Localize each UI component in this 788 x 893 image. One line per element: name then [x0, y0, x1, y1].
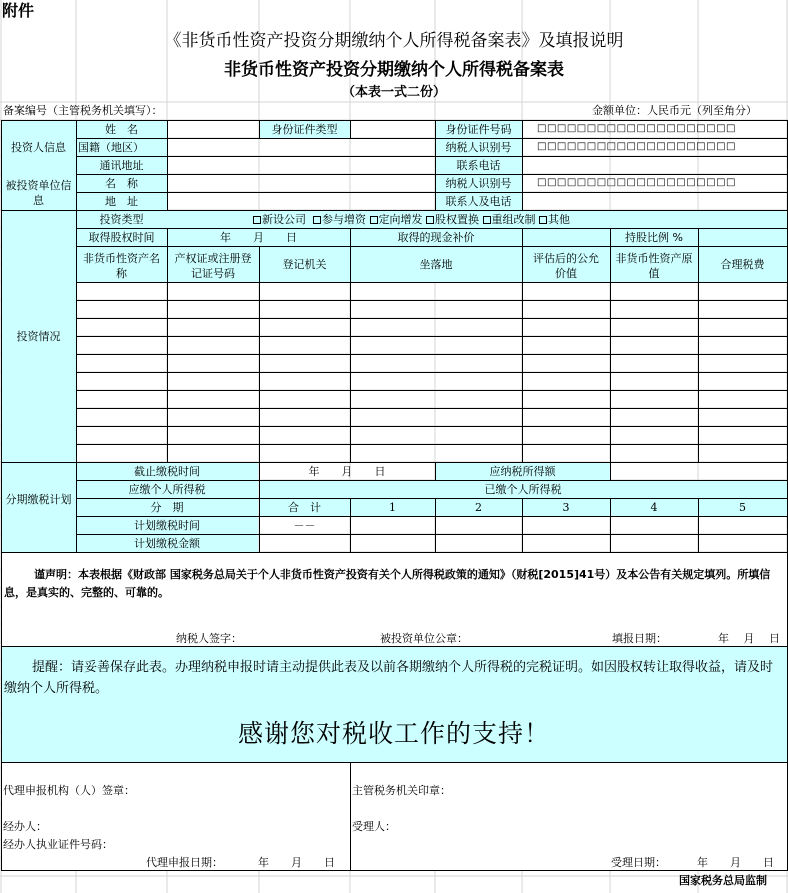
form-border-line: [76, 282, 788, 283]
form-border-line: [76, 498, 788, 499]
authority-date-label: 受理日期：: [611, 856, 666, 869]
checkbox-icon[interactable]: [313, 216, 321, 224]
attachment-label: 附件: [2, 1, 35, 20]
amount-unit: 金额单位：人民币元（列至角分）: [592, 104, 757, 117]
form-border-line: [76, 336, 788, 337]
form-border-line: [76, 354, 788, 355]
investor-tax-id-label: 纳税人识别号: [445, 141, 512, 154]
form-border-line: [1, 120, 2, 871]
form-border-line: [76, 138, 788, 139]
fill-date-value[interactable]: 年 月 日: [718, 632, 780, 645]
footer-sign-bg: [1, 762, 787, 870]
investor-tax-id-boxes[interactable]: □□□□□□□□□□□□□□□□□□□□: [537, 141, 736, 152]
form-border-line: [350, 498, 351, 553]
col-location: 坐落地: [419, 258, 453, 271]
form-border-line: [610, 462, 611, 481]
form-border-line: [350, 228, 351, 463]
checkbox-icon[interactable]: [253, 216, 261, 224]
investee-address-label: 地 址: [105, 195, 138, 208]
investee-name-label: 名 称: [105, 177, 138, 190]
agent-handler-label: 经办人：: [3, 820, 47, 833]
contact-label: 联系人及电话: [445, 195, 512, 208]
ratio-label: 持股比例 %: [625, 231, 683, 244]
taxable-income-label: 应纳税所得额: [489, 465, 556, 478]
agent-date-label: 代理申报日期：: [146, 856, 223, 869]
form-border-line: [1, 552, 788, 553]
col-asset-name: 非货币性资产名称: [83, 252, 160, 280]
option-other[interactable]: 其他: [539, 213, 570, 226]
investment-type-label: 投资类型: [99, 213, 144, 226]
form-border-line: [259, 246, 260, 463]
authority-seal-label: 主管税务机关印章：: [352, 784, 451, 797]
deadline-label: 截止缴税时间: [134, 465, 200, 478]
agent-date-value[interactable]: 年 月 日: [258, 856, 335, 869]
plan-time-total: －－: [293, 519, 316, 532]
form-border-line: [76, 516, 788, 517]
form-border-line: [1, 870, 788, 871]
col-taxes: 合理税费: [720, 258, 765, 271]
option-directed-issue[interactable]: 定向增发: [370, 213, 423, 226]
form-border-line: [76, 534, 788, 535]
investor-section-title: 投资人信息: [11, 141, 66, 154]
form-border-line: [76, 390, 788, 391]
investee-section-title: 被投资单位信息: [5, 179, 72, 207]
period-label: 分 期: [150, 501, 184, 514]
authority-receiver-label: 受理人：: [352, 820, 396, 833]
form-border-line: [610, 228, 611, 463]
period-2: 2: [475, 501, 482, 514]
form-border-line: [76, 480, 788, 481]
form-border-line: [1, 462, 788, 463]
form-border-line: [259, 462, 260, 553]
form-border-line: [76, 246, 788, 247]
form-border-line: [350, 762, 351, 871]
form-subtitle: （本表一式二份）: [341, 85, 446, 100]
option-capital-increase[interactable]: 参与增资: [313, 213, 366, 226]
form-border-line: [610, 498, 611, 553]
checkbox-icon[interactable]: [370, 216, 378, 224]
investee-seal-label: 被投资单位公章：: [380, 632, 468, 645]
form-border-line: [76, 174, 788, 175]
agent-org-label: 代理申报机构（人）签章：: [3, 784, 135, 797]
agent-cert-label: 经办人执业证件号码：: [3, 838, 113, 851]
cash-label: 取得的现金补价: [397, 231, 475, 244]
checkbox-icon[interactable]: [426, 216, 434, 224]
taxpayer-signature-label: 纳税人签字：: [176, 632, 242, 645]
form-border-line: [76, 444, 788, 445]
deadline-date[interactable]: 年 月 日: [308, 465, 386, 478]
option-share-swap[interactable]: 股权置换: [426, 213, 479, 226]
form-border-line: [76, 372, 788, 373]
investee-tax-id-boxes[interactable]: □□□□□□□□□□□□□□□□□□□□: [537, 177, 736, 188]
phone-label: 联系电话: [456, 159, 501, 172]
period-1: 1: [389, 501, 396, 514]
form-border-line: [1, 210, 788, 211]
form-border-line: [435, 498, 436, 553]
record-number-label: 备案编号（主管税务机关填写）：: [3, 104, 163, 117]
investor-name-label: 姓 名: [105, 123, 138, 136]
reminder-text: 提醒：请妥善保存此表。办理纳税申报时请主动提供此表及以前各期缴纳个人所得税的完税证明。如因股权转让取得收益，请及时缴纳个人所得税。: [4, 660, 774, 696]
plan-amount-label: 计划缴税金额: [134, 537, 200, 550]
nationality-label: 国籍（地区）: [78, 141, 144, 154]
checkbox-icon[interactable]: [483, 216, 491, 224]
form-border-line: [435, 120, 436, 211]
document-title: 《非货币性资产投资分期缴纳个人所得税备案表》及填报说明: [164, 31, 624, 51]
form-border-line: [76, 192, 788, 193]
form-border-line: [435, 462, 436, 481]
acquire-time-label: 取得股权时间: [88, 231, 155, 244]
installment-section-title: 分期缴税计划: [5, 493, 72, 506]
form-border-line: [1, 646, 788, 647]
form-border-line: [76, 228, 788, 229]
form-border-line: [167, 228, 168, 463]
option-restructure[interactable]: 重组改制: [483, 213, 536, 226]
acquire-date[interactable]: 年 月 日: [220, 231, 297, 244]
total-label: 合 计: [288, 501, 321, 514]
investment-type-options[interactable]: [253, 214, 570, 225]
id-number-label: 身份证件号码: [445, 123, 512, 136]
period-4: 4: [650, 501, 658, 514]
form-border-line: [76, 318, 788, 319]
form-border-line: [698, 228, 699, 463]
col-fair-value: 评估后的公允价值: [533, 252, 599, 280]
form-border-line: [522, 228, 523, 463]
col-certificate: 产权证或注册登记证号码: [174, 252, 252, 280]
period-5: 5: [739, 501, 746, 514]
tax-paid-label: 已缴个人所得税: [484, 483, 562, 496]
footer-supervisor: 国家税务总局监制: [679, 874, 767, 887]
form-border-line: [167, 120, 168, 211]
form-border-line: [76, 300, 788, 301]
form-border-line: [1, 120, 788, 121]
form-border-line: [698, 498, 699, 553]
declaration-text: 谨声明：本表根据《财政部 国家税务总局关于个人非货币性资产投资有关个人所得税政策的通知》（财税[2015]41号）及本公告有关规定填列。所填信息，是真实的、完整的、可靠的。: [4, 568, 771, 599]
form-border-line: [522, 498, 523, 553]
plan-time-label: 计划缴税时间: [134, 519, 200, 532]
form-border-line: [259, 120, 260, 139]
form-border-line: [76, 426, 788, 427]
investee-tax-id-label: 纳税人识别号: [445, 177, 512, 190]
checkbox-icon[interactable]: [539, 216, 547, 224]
period-3: 3: [562, 501, 570, 514]
col-registration: 登记机关: [282, 258, 327, 271]
form-border-line: [1, 762, 788, 763]
form-border-line: [350, 120, 351, 139]
id-type-label: 身份证件类型: [271, 123, 338, 136]
id-number-boxes[interactable]: □□□□□□□□□□□□□□□□□□□□: [537, 123, 736, 134]
form-title: 非货币性资产投资分期缴纳个人所得税备案表: [224, 60, 564, 80]
investment-section-title: 投资情况: [16, 330, 61, 343]
form-border-line: [76, 156, 788, 157]
option-new-company[interactable]: 新设公司: [253, 213, 306, 226]
col-original-value: 非货币性资产原值: [615, 252, 693, 280]
authority-date-value[interactable]: 年 月 日: [697, 856, 774, 869]
form-border-line: [76, 408, 788, 409]
fill-date-label: 填报日期：: [612, 632, 667, 645]
form-border-line: [522, 120, 523, 211]
tax-due-label: 应缴个人所得税: [128, 483, 206, 496]
thanks-message: 感谢您对税收工作的支持！: [237, 719, 550, 748]
address-label: 通讯地址: [99, 159, 144, 172]
